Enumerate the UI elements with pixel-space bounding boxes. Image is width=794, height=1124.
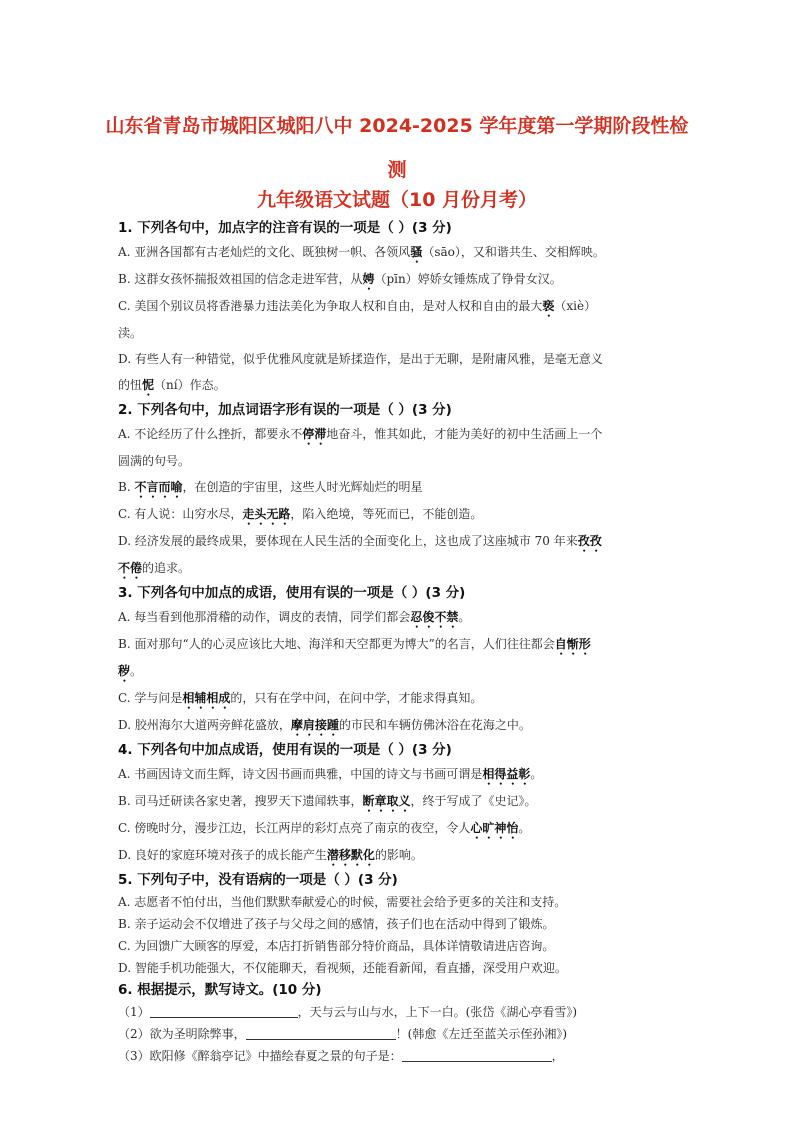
dotted-idiom: 秽 <box>118 664 131 678</box>
option-c: C. 学与问是相辅相成的，只有在学中问，在问中学，才能求得真知。 <box>118 691 483 705</box>
answer-blank[interactable] <box>246 1025 396 1040</box>
option-a: A. 志愿者不怕付出，当他们默默奉献爱心的时候，需要社会给予更多的关注和支持。 <box>118 895 567 909</box>
option-b: B. 亲子运动会不仅增进了孩子与父母之间的感情，孩子们也在活动中得到了锻炼。 <box>118 917 555 931</box>
question-4 <box>118 739 678 869</box>
dotted-word: 不言而喻 <box>134 480 183 494</box>
dotted-word: 停滞 <box>302 427 327 441</box>
document-subtitle: 九年级语文试题（10 月份月考） <box>256 189 538 211</box>
title-line-2: 测 <box>387 159 407 181</box>
dotted-idiom: 潜移默化 <box>326 848 375 862</box>
dotted-char: 骚 <box>410 245 423 259</box>
option-c: C. 傍晚时分，漫步江边，长江两岸的彩灯点亮了南京的夜空，令人心旷神怡。 <box>118 821 531 835</box>
dotted-idiom: 相辅相成 <box>182 691 231 705</box>
question-6 <box>118 979 678 1067</box>
option-b-cont: 秽。 <box>118 664 143 678</box>
dotted-idiom: 自惭形 <box>554 637 591 651</box>
question-title: 4. 下列各句中加点成语，使用有误的一项是（ ）(3 分) <box>118 742 452 758</box>
option-d: D. 经济发展的最终成果，要体现在人民生活的全面变化上，这也成了这座城市 70 年来孜孜 <box>118 534 602 548</box>
option-d: D. 有些人有一种错觉，似乎优雅风度就是矫揉造作，是出于无聊，是附庸风雅，是毫无意义 <box>118 352 603 366</box>
option-a-cont: 圆满的句号。 <box>118 454 191 468</box>
question-title: 1. 下列各句中，加点字的注音有误的一项是（ ）(3 分) <box>118 220 452 236</box>
recitation-item-1: （1） ，天与云与山与水，上下一白。(张岱《湖心亭看雪》) <box>118 1005 578 1019</box>
question-title: 5. 下列句子中，没有语病的一项是（ ）(3 分) <box>118 872 398 888</box>
question-3 <box>118 582 678 739</box>
option-b: B. 不言而喻，在创造的宇宙里，这些人时光辉灿烂的明星 <box>118 480 423 494</box>
question-title: 6. 根据提示，默写诗文。(10 分) <box>118 982 322 998</box>
document-title <box>0 104 794 192</box>
option-a: A. 不论经历了什么挫折，都要永不停滞地奋斗，惟其如此，才能为美好的初中生活画上一个 <box>118 427 603 441</box>
option-d: D. 良好的家庭环境对孩子的成长能产生潜移默化的影响。 <box>118 848 423 862</box>
option-c: C. 美国个别议员将香港暴力违法美化为争取人权和自由，是对人权和自由的最大亵（xiè） <box>118 299 597 313</box>
option-d-cont: 的忸怩（ní）作态。 <box>118 378 226 392</box>
option-d: D. 智能手机功能强大，不仅能聊天，看视频，还能看新闻，看直播，深受用户欢迎。 <box>118 961 567 975</box>
dotted-idiom: 摩肩接踵 <box>290 718 339 732</box>
dotted-word: 孜孜 <box>577 534 602 548</box>
dotted-char: 亵 <box>542 299 555 313</box>
option-b: B. 司马迁研读各家史著，搜罗天下遗闻轶事，断章取义，终于写成了《史记》。 <box>118 794 537 808</box>
dotted-idiom: 相得益彰 <box>482 767 531 781</box>
answer-blank[interactable] <box>150 1003 298 1018</box>
option-b: B. 这群女孩怀揣报效祖国的信念走进军营，从娉（pīn）婷娇女锤炼成了铮骨女汉。 <box>118 272 562 286</box>
exam-content <box>118 217 678 1067</box>
option-a: A. 每当看到他那滑稽的动作，调皮的表情，同学们都会忍俊不禁。 <box>118 610 471 624</box>
dotted-idiom: 断章取义 <box>362 794 411 808</box>
option-d: D. 胶州海尔大道两旁鲜花盛放，摩肩接踵的市民和车辆仿佛沐浴在花海之中。 <box>118 718 531 732</box>
dotted-char: 娉 <box>362 272 375 286</box>
option-c: C. 为回馈广大顾客的厚爱，本店打折销售部分特价商品，具体详情敬请进店咨询。 <box>118 939 555 953</box>
title-line-1: 山东省青岛市城阳区城阳八中 2024-2025 学年度第一学期阶段性检 <box>105 115 689 137</box>
question-title: 2. 下列各句中，加点词语字形有误的一项是（ ）(3 分) <box>118 402 452 418</box>
option-a: A. 亚洲各国都有古老灿烂的文化、既独树一帜、各领风骚（sāo），又和谐共生、交相辉映。 <box>118 245 605 259</box>
recitation-item-3: （3）欧阳修《醉翁亭记》中描绘春夏之景的句子是： ， <box>118 1049 564 1063</box>
option-a: A. 书画因诗文而生辉，诗文因书画而典雅，中国的诗文与书画可谓是相得益彰。 <box>118 767 543 781</box>
question-2 <box>118 399 678 582</box>
recitation-item-2: （2）欲为圣明除弊事， ！(韩愈《左迁至蓝关示侄孙湘》) <box>118 1027 568 1041</box>
dotted-char: 怩 <box>142 378 155 392</box>
option-d-cont: 不倦的追求。 <box>118 561 191 575</box>
option-c: C. 有人说：山穷水尽，走头无路，陷入绝境，等死而已，不能创造。 <box>118 507 483 521</box>
dotted-word: 走头无路 <box>242 507 291 521</box>
dotted-word: 不倦 <box>118 561 143 575</box>
answer-blank[interactable] <box>402 1047 552 1062</box>
question-title: 3. 下列各句中加点的成语，使用有误的一项是（ ）(3 分) <box>118 585 466 601</box>
dotted-idiom: 心旷神怡 <box>470 821 519 835</box>
question-5 <box>118 869 678 979</box>
dotted-idiom: 忍俊不禁 <box>410 610 459 624</box>
question-1 <box>118 217 678 399</box>
option-c-cont: 渎。 <box>118 326 143 340</box>
option-b: B. 面对那句“人的心灵应该比大地、海洋和天空都更为博大”的名言，人们往往都会自惭形 <box>118 637 591 651</box>
